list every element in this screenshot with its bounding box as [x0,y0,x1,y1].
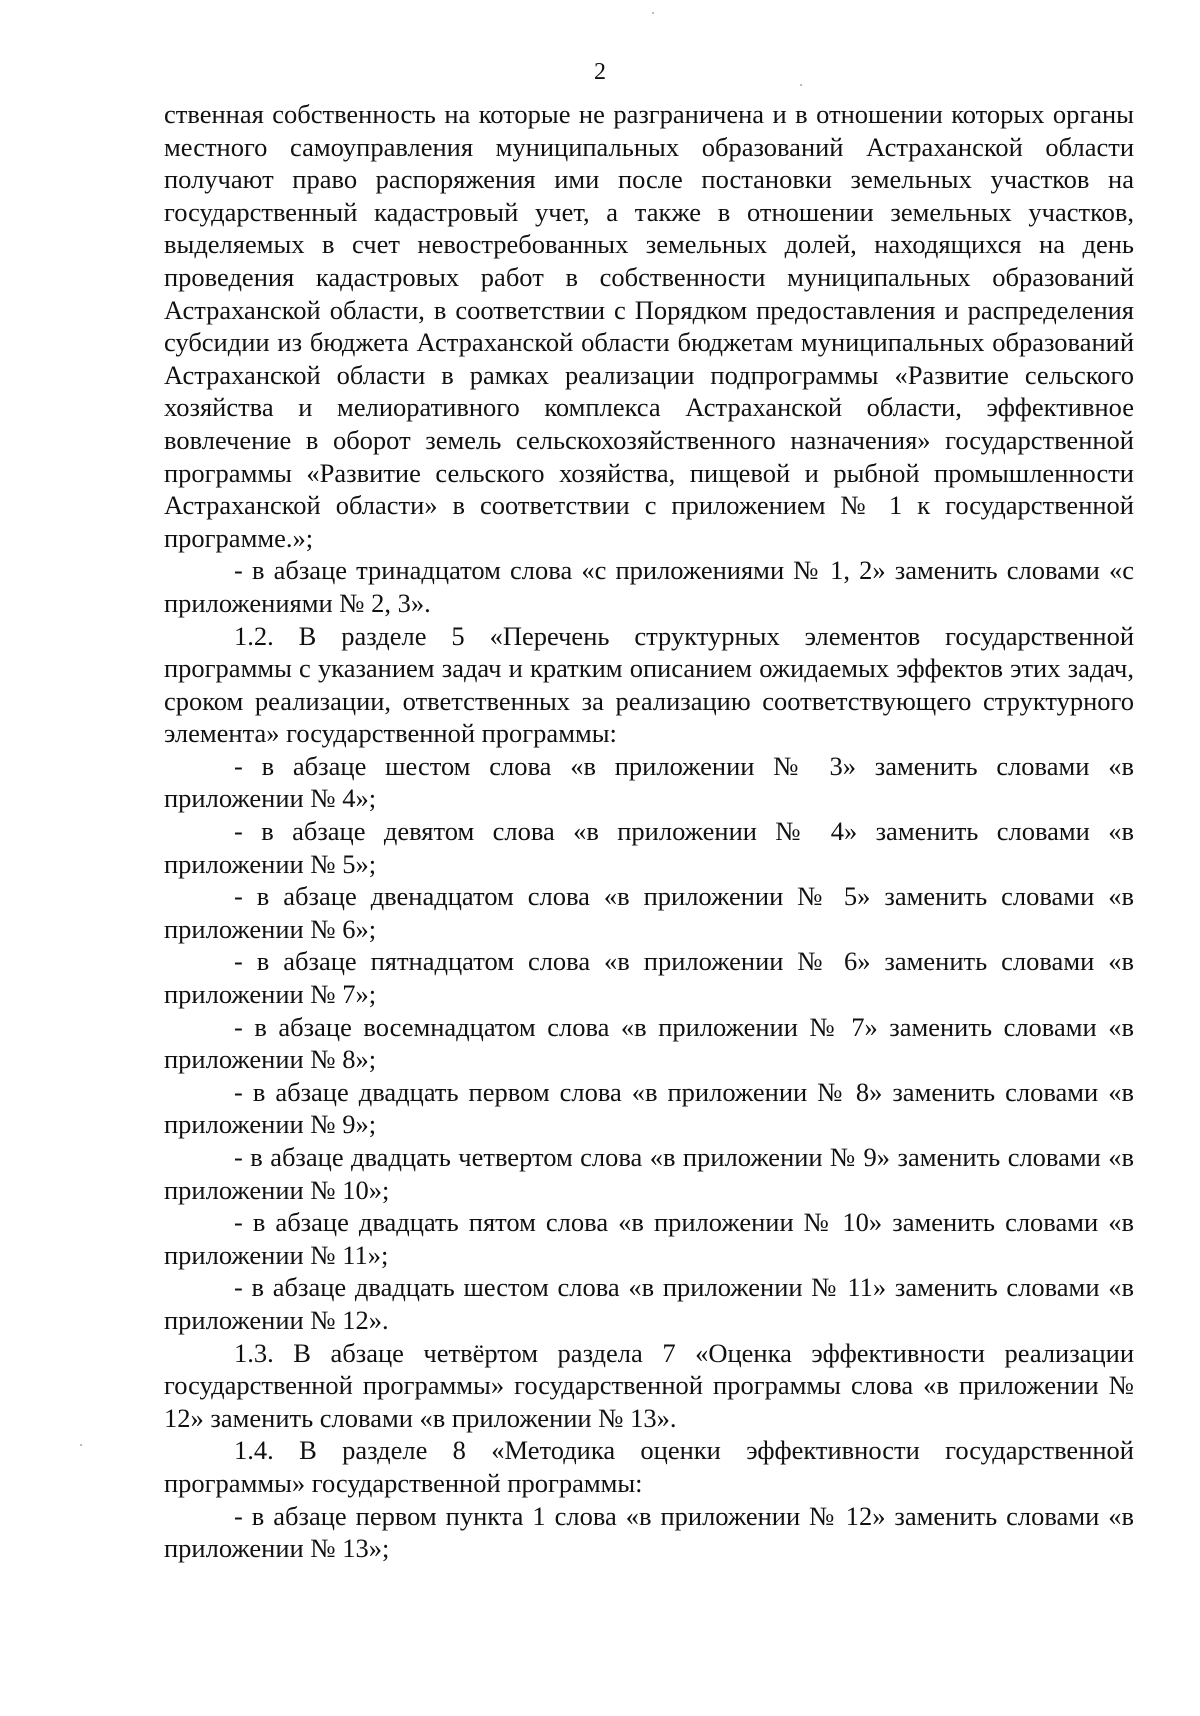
paragraph-amendment: - в абзаце двенадцатом слова «в приложении № 5» заменить словами «в приложении № 6»; [164,881,1134,944]
paragraph-amendment: - в абзаце двадцать четвертом слова «в приложении № 9» заменить словами «в приложении № 10»; [164,1142,1134,1205]
page-number: 2 [594,59,606,85]
paragraph-section-1-3: 1.3. В абзаце четвёртом раздела 7 «Оценка эффективности реализации государственной программы» государственной программы слова «в приложении № 12» заменить словами «в приложении № 13». [164,1337,1134,1433]
paragraph-section-1-4: 1.4. В разделе 8 «Методика оценки эффективности государственной программы» государственной программы: [164,1435,1134,1498]
document-body [164,98,1134,1565]
paragraph-amendment: - в абзаце первом пункта 1 слова «в приложении № 12» заменить словами «в приложении № 13»; [164,1500,1134,1564]
scan-speck [80,1444,82,1446]
scan-speck [652,12,654,14]
paragraph-section-1-2: 1.2. В разделе 5 «Перечень структурных элементов государственной программы с указанием задач и кратким описанием ожидаемых эффектов этих задач, сроком реализации, ответственных за реализацию соответствующего структурного элемента» государственной программы: [164,620,1134,749]
paragraph-amendment: - в абзаце двадцать пятом слова «в приложении № 10» заменить словами «в приложении № 11»; [164,1207,1134,1270]
paragraph-amendment: - в абзаце восемнадцатом слова «в приложении № 7» заменить словами «в приложении № 8»; [164,1011,1134,1075]
paragraph-amendment: - в абзаце тринадцатом слова «с приложениями № 1, 2» заменить словами «с приложениями № 2, 3». [164,555,1134,618]
paragraph-amendment: - в абзаце пятнадцатом слова «в приложении № 6» заменить словами «в приложении № 7»; [164,946,1134,1010]
paragraph-continuation: ственная собственность на которые не разграничена и в отношении которых органы местного самоуправления муниципальных образований Астраханской области получают право распоряжения ими после постановки земельных участков на государственный кадастровый учет, а также в отношении земельных участков, выделяемых в счет невостребованных земельных долей, находящихся на день проведения кадастровых работ в собственности муниципальных образований Астраханской области, в соответствии с Порядком предоставления и распределения субсидии из бюджета Астраханской области бюджетам муниципальных образований Астраханской области в рамках реализации подпрограммы «Развитие сельского хозяйства и мелиоративного комплекса Астраханской области, эффективное вовлечение в оборот земель сельскохозяйственного назначения» государственной программы «Развитие сельского хозяйства, пищевой и рыбной промышленности Астраханской области» в соответствии с приложением № 1 к государственной программе.»; [164,99,1134,553]
paragraph-amendment: - в абзаце двадцать первом слова «в приложении № 8» заменить словами «в приложении № 9»; [164,1076,1134,1140]
paragraph-amendment: - в абзаце девятом слова «в приложении № 4» заменить словами «в приложении № 5»; [164,816,1134,879]
paragraph-amendment: - в абзаце двадцать шестом слова «в приложении № 11» заменить словами «в приложении № 12». [164,1272,1134,1335]
paragraph-amendment: - в абзаце шестом слова «в приложении № 3» заменить словами «в приложении № 4»; [164,750,1134,814]
